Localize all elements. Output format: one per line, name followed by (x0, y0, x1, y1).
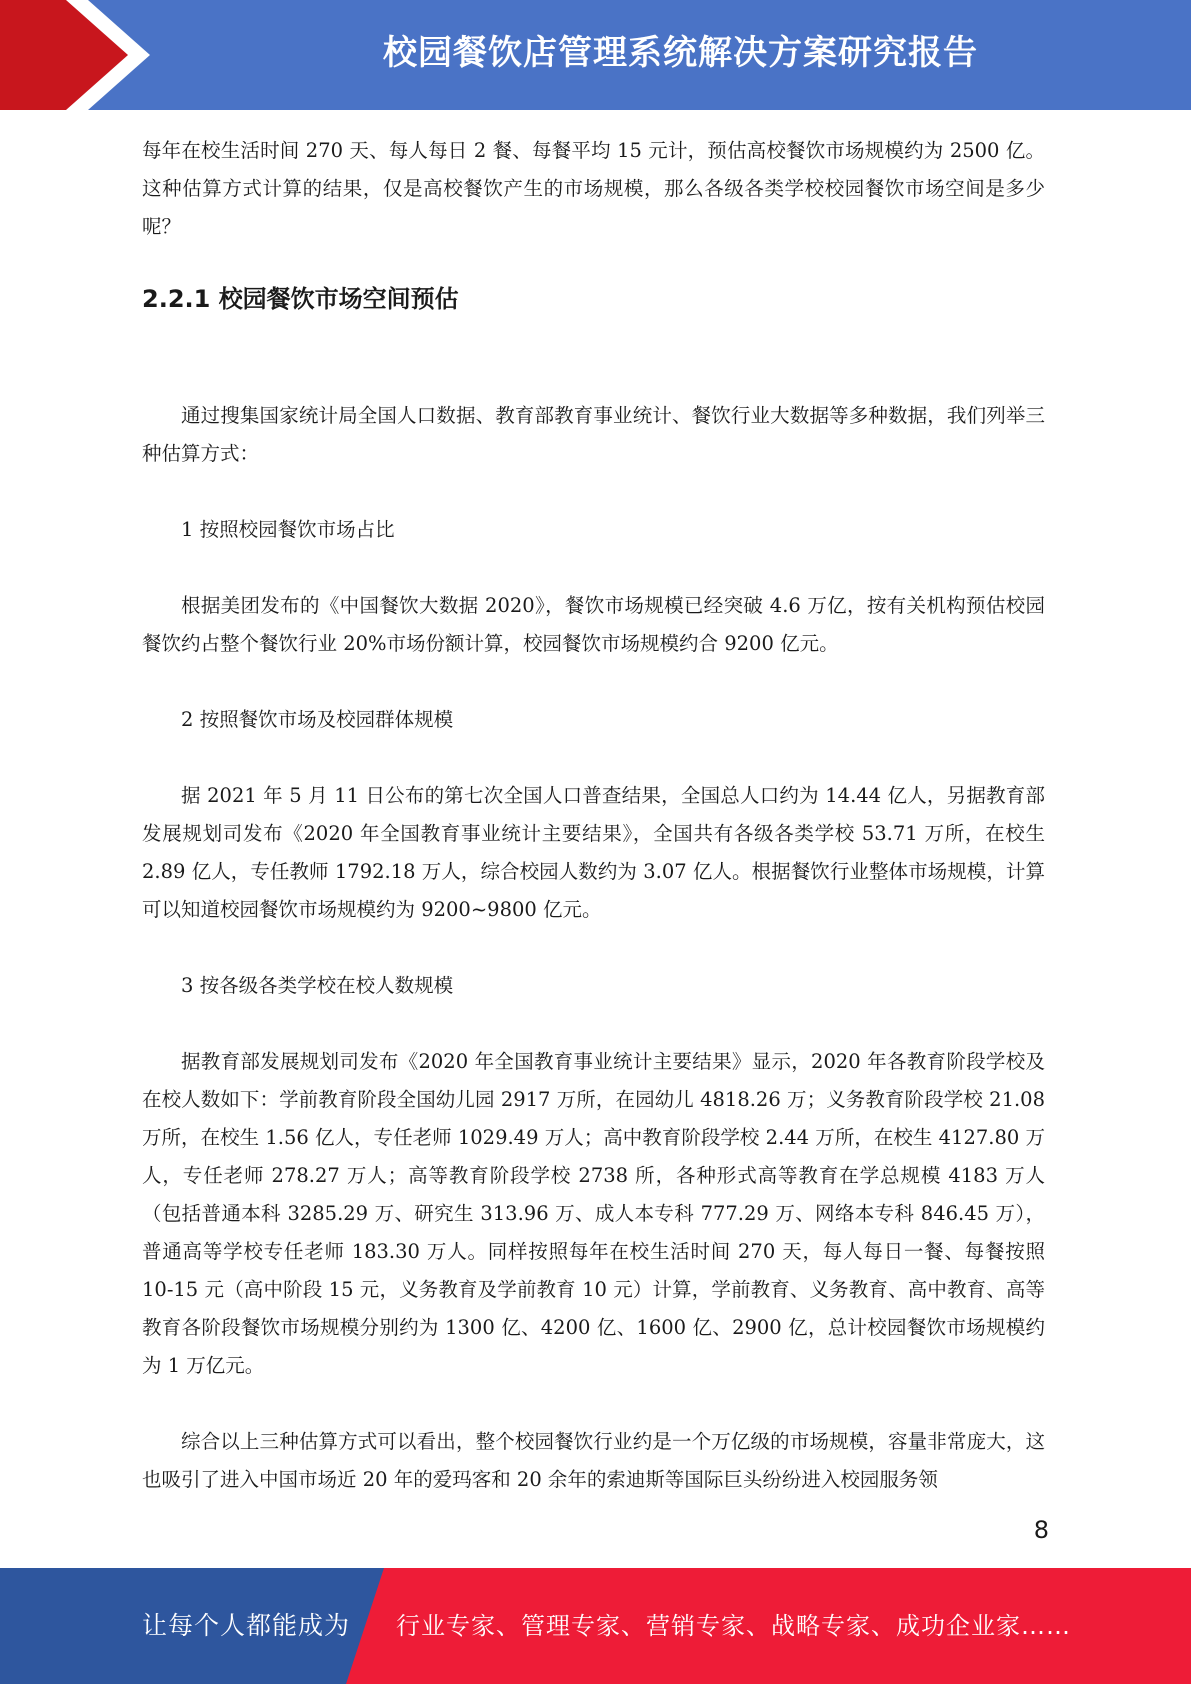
method-1-title: 1 按照校园餐饮市场占比 (181, 518, 395, 541)
method-2-title: 2 按照餐饮市场及校园群体规模 (181, 708, 454, 731)
document-body (142, 132, 1045, 1499)
section-heading: 2.2.1 校园餐饮市场空间预估 (142, 285, 459, 313)
method-3-title: 3 按各级各类学校在校人数规模 (181, 974, 454, 997)
summary-paragraph: 综合以上三种估算方式可以看出，整个校园餐饮行业约是一个万亿级的市场规模，容量非常庞大，这也吸引了进入中国市场近 20 年的爱玛客和 20 余年的索迪斯等国际巨头纷纷进入校园服务领 (142, 1430, 1045, 1491)
page-footer (0, 1568, 1191, 1684)
methods-paragraph: 通过搜集国家统计局全国人口数据、教育部教育事业统计、餐饮行业大数据等多种数据，我们列举三种估算方式： (142, 404, 1045, 465)
method-3-paragraph: 据教育部发展规划司发布《2020 年全国教育事业统计主要结果》显示，2020 年各教育阶段学校及在校人数如下：学前教育阶段全国幼儿园 2917 万所，在园幼儿 4818.26 万；义务教育阶段学校 21.08 万所，在校生 1.56 亿人，专任老师 1029.49 万人；高中教育阶段学校 2.44 万所，在校生 4127.80 万人，专任老师 278.27 万人；高等教育阶段学校 2738 所，各种形式高等教育在学总规模 4183 万人（包括普通本科 3285.29 万、研究生 313.96 万、成人本专科 777.29 万、网络本专科 846.45 万），普通高等学校专任老师 183.30 万人。同样按照每年在校生活时间 270 天，每人每日一餐、每餐按照 10-15 元（高中阶段 15 元，义务教育及学前教育 10 元）计算，学前教育、义务教育、高中教育、高等教育各阶段餐饮市场规模分别约为 1300 亿、4200 亿、1600 亿、2900 亿，总计校园餐饮市场规模约为 1 万亿元。 (142, 1050, 1045, 1377)
page-number: 8 (1033, 1516, 1049, 1544)
method-2-paragraph: 据 2021 年 5 月 11 日公布的第七次全国人口普查结果，全国总人口约为 14.44 亿人，另据教育部发展规划司发布《2020 年全国教育事业统计主要结果》，全国共有各级各类学校 53.71 万所，在校生 2.89 亿人，专任教师 1792.18 万人，综合校园人数约为 3.07 亿人。根据餐饮行业整体市场规模，计算可以知道校园餐饮市场规模约为 9200~9800 亿元。 (142, 784, 1045, 921)
report-title: 校园餐饮店管理系统解决方案研究报告 (383, 33, 978, 73)
method-1-paragraph: 根据美团发布的《中国餐饮大数据 2020》，餐饮市场规模已经突破 4.6 万亿，按有关机构预估校园餐饮约占整个餐饮行业 20%市场份额计算，校园餐饮市场规模约合 9200 亿元。 (142, 594, 1045, 655)
page-header (0, 0, 1191, 110)
intro-paragraph: 每年在校生活时间 270 天、每人每日 2 餐、每餐平均 15 元计，预估高校餐饮市场规模约为 2500 亿。这种估算方式计算的结果，仅是高校餐饮产生的市场规模，那么各级各类学校校园餐饮市场空间是多少呢？ (142, 139, 1045, 238)
footer-slogan-right: 行业专家、管理专家、营销专家、战略专家、成功企业家…… (396, 1612, 1071, 1640)
footer-slogan-left: 让每个人都能成为 (142, 1611, 351, 1640)
